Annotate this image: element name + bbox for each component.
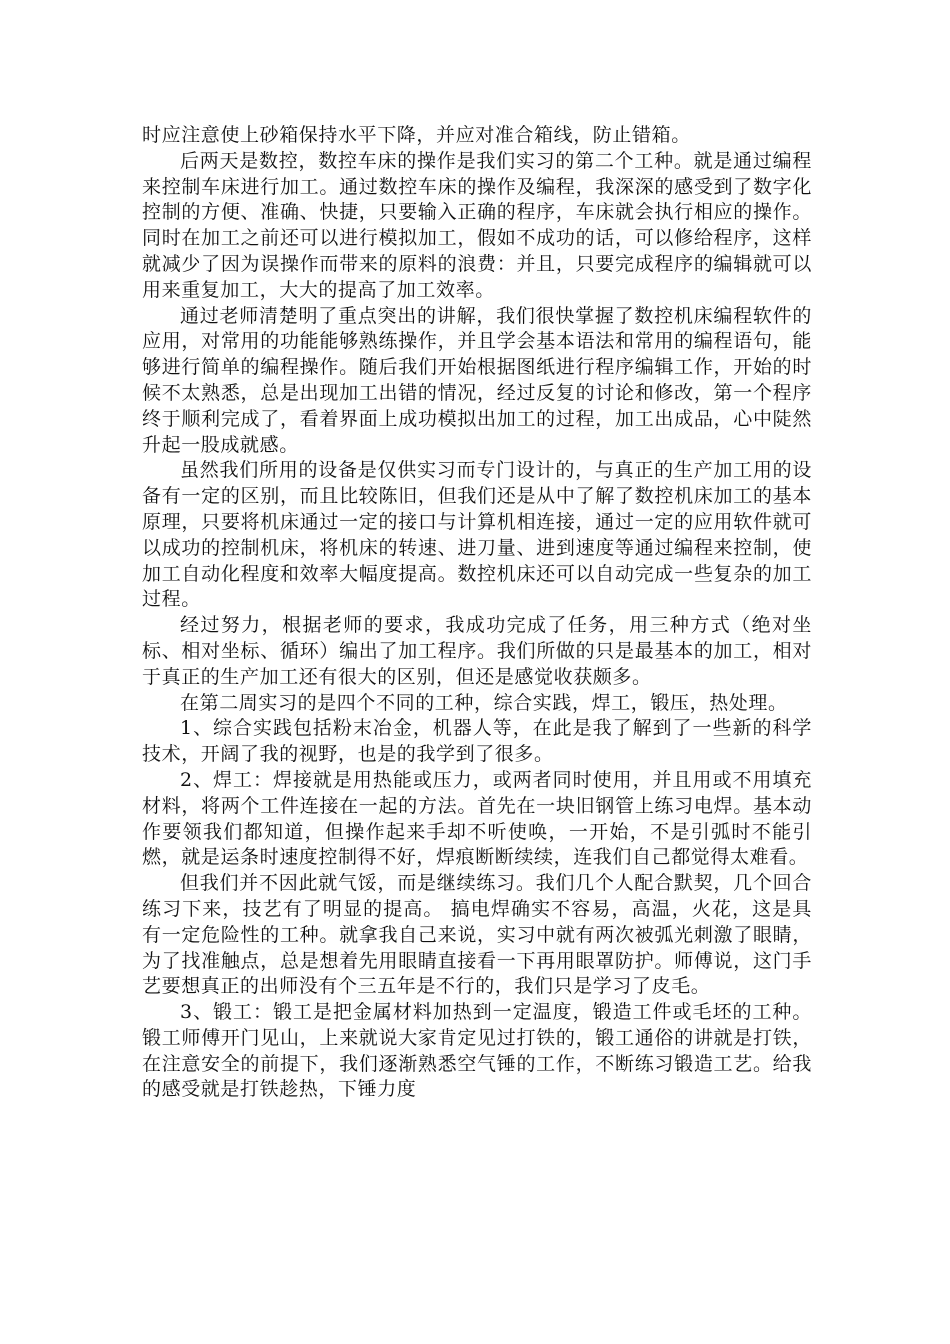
paragraph-week-two: 在第二周实习的是四个不同的工种，综合实践，焊工，锻压，热处理。 [180, 691, 788, 714]
paragraph-cnc-equipment: 虽然我们所用的设备是仅供实习而专门设计的，与真正的生产加工用的设备有一定的区别，而且比较陈旧，但我们还是从中了解了数控机床加工的基本原理，只要将机床通过一定的接口与计算机相连接，通过一定的应用软件就可以成功的控制机床，将机床的转速、进刀量、进到速度等通过编程来控制，使加工自动化程度和效率大幅度提高。数控机床还可以自动完成一些复杂的加工过程。 [142, 459, 812, 611]
paragraph-item-1-practice: 1、综合实践包括粉末冶金，机器人等，在此是我了解到了一些新的科学技术，开阔了我的视野，也是的我学到了很多。 [142, 717, 812, 766]
paragraph-item-2-welding: 2、焊工：焊接就是用热能或压力，或两者同时使用，并且用或不用填充材料，将两个工件连接在一起的方法。首先在一块旧钢管上练习电焊。基本动作要领我们都知道，但操作起来手却不听使唤，一开始，不是引弧时不能引燃，就是运条时速度控制得不好，焊痕断断续续，连我们自己都觉得太难看。 [142, 768, 812, 869]
paragraph-cnc-programming: 通过老师清楚明了重点突出的讲解，我们很快掌握了数控机床编程软件的应用，对常用的功能能够熟练操作，并且学会基本语法和常用的编程语句，能够进行简单的编程操作。随后我们开始根据图纸进行程序编辑工作，开始的时候不太熟悉，总是出现加工出错的情况，经过反复的讨论和修改，第一个程序终于顺利完成了，看着界面上成功模拟出加工的过程，加工出成品，心中陡然升起一股成就感。 [142, 304, 812, 456]
paragraph-welding-practice: 但我们并不因此就气馁，而是继续练习。我们几个人配合默契，几个回合练习下来，技艺有了明显的提高。 搞电焊确实不容易，高温，火花，这是具有一定危险性的工种。就拿我自己来说，实习中就有两次被弧光刺激了眼睛，为了找准触点，总是想着先用眼睛直接看一下再用眼罩防护。师傅说，这门手艺要想真正的出师没有个三五年是不行的，我们只是学习了皮毛。 [142, 872, 812, 998]
paragraph-cnc-result: 经过努力，根据老师的要求，我成功完成了任务，用三种方式（绝对坐标、相对坐标、循环）编出了加工程序。我们所做的只是最基本的加工，相对于真正的生产加工还有很大的区别，但还是感觉收获颇多。 [142, 614, 812, 688]
document-body [142, 123, 812, 1103]
paragraph-item-3-forging: 3、锻工：锻工是把金属材料加热到一定温度，锻造工件或毛坯的工种。 锻工师傅开门见山，上来就说大家肯定见过打铁的，锻工通俗的讲就是打铁，在注意安全的前提下，我们逐渐熟悉空气锤的工作，不断练习锻造工艺。给我的感受就是打铁趁热，下锤力度 [142, 1001, 812, 1101]
paragraph-cnc-intro: 后两天是数控，数控车床的操作是我们实习的第二个工种。就是通过编程来控制车床进行加工。通过数控车床的操作及编程，我深深的感受到了数字化控制的方便、准确、快捷，只要输入正确的程序，车床就会执行相应的操作。同时在加工之前还可以进行模拟加工，假如不成功的话，可以修给程序，这样就减少了因为误操作而带来的原料的浪费：并且，只要完成程序的编辑就可以用来重复加工，大大的提高了加工效率。 [142, 149, 812, 301]
paragraph-casting-end: 时应注意使上砂箱保持水平下降，并应对准合箱线，防止错箱。 [142, 124, 691, 146]
